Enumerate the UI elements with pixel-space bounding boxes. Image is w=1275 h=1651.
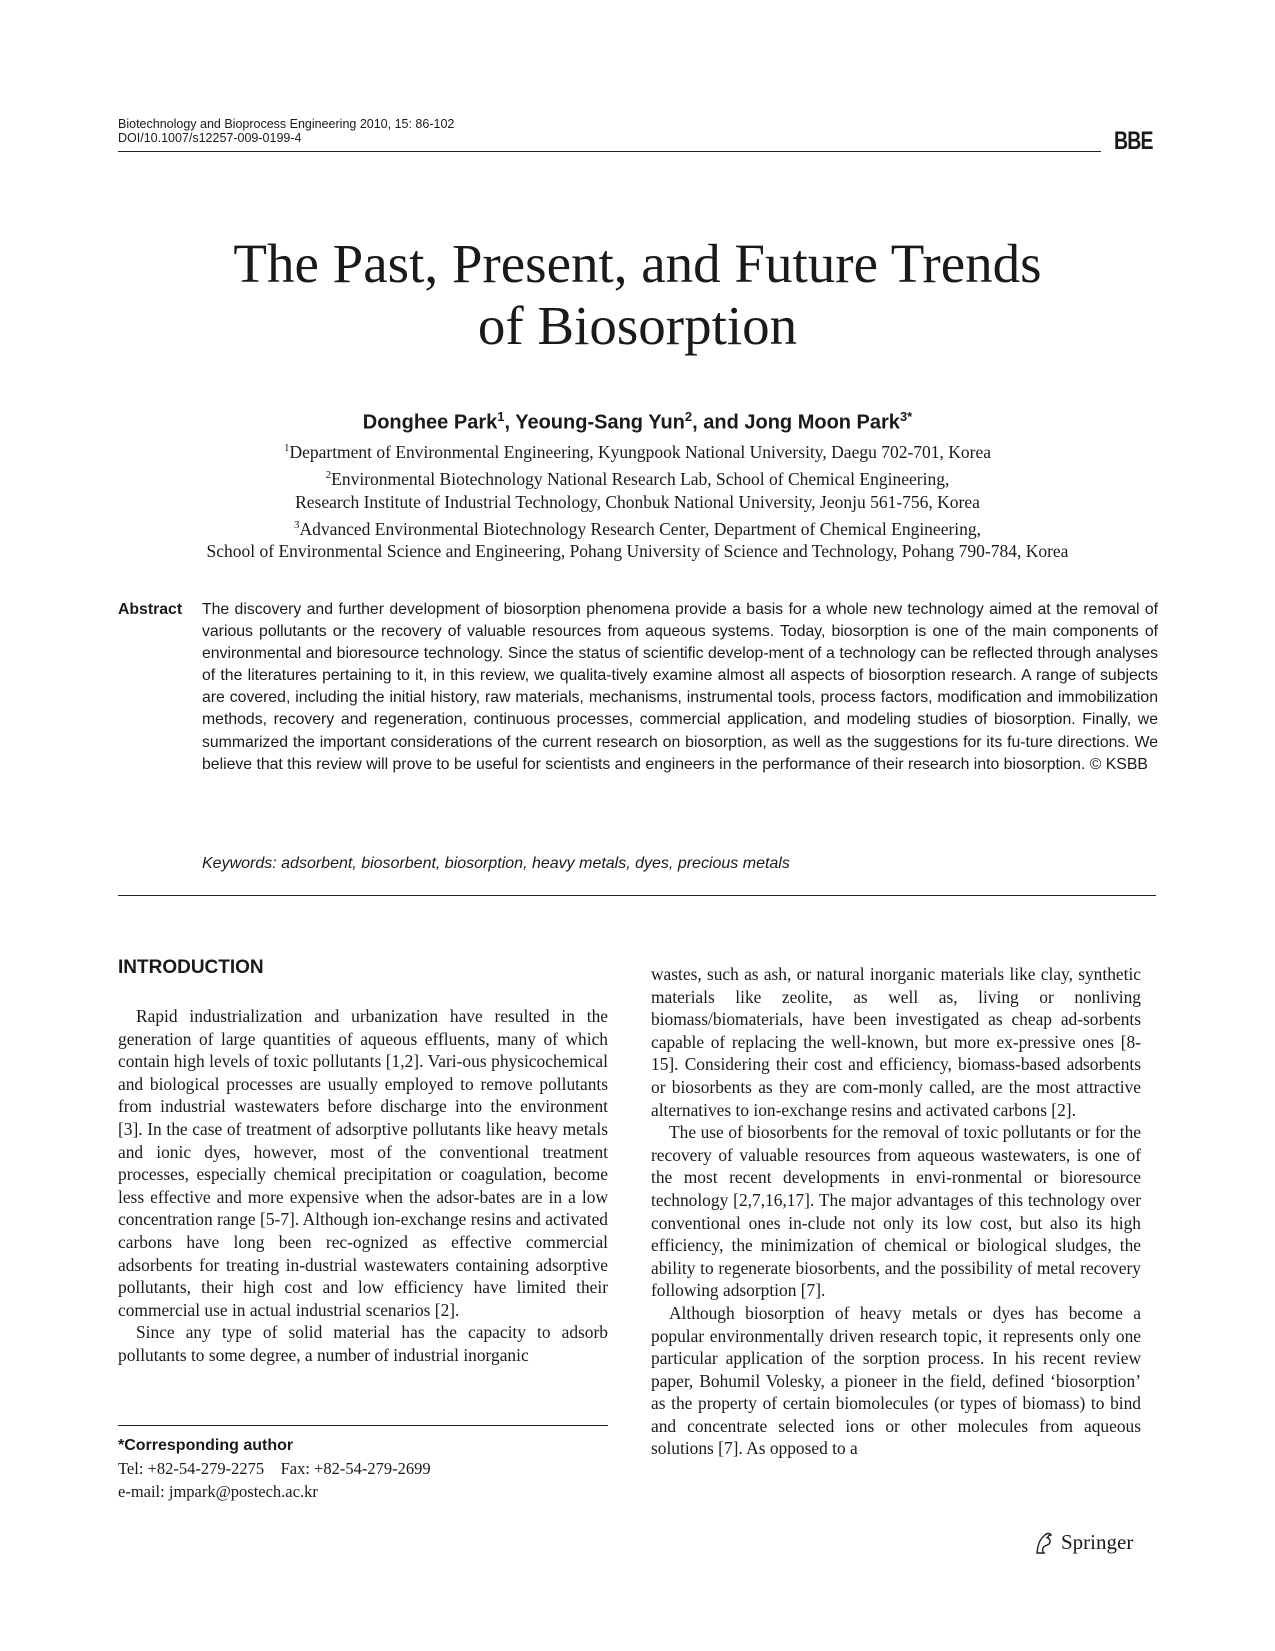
paragraph: wastes, such as ash, or natural inorganic materials like clay, synthetic materials like zeolite, as well as, living or nonliving biomass/biomaterials, have been investigated as cheap ad-sorbents capable of replacing the well-known, but more ex-pressive ones [8-15]. Considering their cost and efficiency, biomass-based adsorbents or biosorbents as they are com-monly called, are the most attractive alternatives to ion-exchange resins and activated carbons [2]. — [651, 964, 1141, 1120]
journal-logo: BBE — [1114, 127, 1153, 155]
title-line-1: The Past, Present, and Future Trends — [233, 233, 1042, 294]
footnote-rule — [118, 1425, 608, 1426]
affiliation-line: School of Environmental Science and Engineering, Pohang University of Science and Technology, Pohang 790-784, Korea — [206, 541, 1069, 562]
affiliations — [100, 437, 1175, 563]
publisher-name: Springer — [1061, 1530, 1134, 1554]
corresponding-phone: Tel: +82-54-279-2275 Fax: +82-54-279-2699 — [118, 1459, 431, 1478]
keywords: Keywords: adsorbent, biosorbent, biosorption, heavy metals, dyes, precious metals — [202, 855, 790, 872]
publisher-logo — [1033, 1530, 1133, 1555]
paragraph: Rapid industrialization and urbanization have resulted in the generation of large quantities of aqueous effluents, many of which contain high levels of toxic pollutants [1,2]. Vari-ous physicochemical and biological processes are usually employed to remove pollutants from industrial wastewaters before discharge into the environment [3]. In the case of treatment of adsorptive pollutants like heavy metals and ionic dyes, however, most of the conventional treatment processes, especially chemical precipitation or coagulation, become less effective and more expensive when the adsor-bates are in a low concentration range [5-7]. Although ion-exchange resins and activated carbons have long been rec-ognized as effective commercial adsorbents for treating in-dustrial wastewaters containing adsorptive pollutants, their high cost and low efficiency have limited their commercial use in actual industrial scenarios [2]. — [118, 1006, 608, 1320]
affiliation-line: $^2$Environmental Biotechnology National Research Lab, School of Chemical Engineering, — [325, 468, 950, 489]
abstract-label: Abstract — [118, 601, 183, 618]
author-list: Donghee Park$^1$, Yeoung-Sang Yun$^2$, and Jong Moon Park$^{3*}$ — [362, 409, 913, 434]
affiliation-line: Research Institute of Industrial Technology, Chonbuk National University, Jeonju 561-756, Korea — [295, 491, 980, 512]
author-1-affil: 1 — [497, 409, 505, 424]
running-header — [118, 117, 1153, 155]
corresponding-author — [118, 1434, 608, 1503]
paper-title — [100, 233, 1175, 357]
corresponding-author-title: *Corresponding author — [118, 1437, 294, 1454]
doi: DOI/10.1007/s12257-009-0199-4 — [118, 131, 302, 145]
affiliation-line: $^3$Advanced Environmental Biotechnology Research Center, Department of Chemical Engineering, — [293, 518, 982, 539]
corresponding-email: e-mail: jmpark@postech.ac.kr — [118, 1482, 318, 1501]
affiliation-line: $^1$Department of Environmental Engineering, Kyungpook National University, Daegu 702-701, Korea — [283, 441, 992, 462]
abstract-text: The discovery and further development of biosorption phenomena provide a basis for a whole new technology aimed at the removal of various pollutants or the recovery of valuable resources from aqueous systems. Today, biosorption is one of the main components of environmental and bioresource technology. Since the status of scientific develop-ment of a technology can be reflected through analyses of the literatures pertaining to it, in this review, we qualita-tively examine almost all aspects of biosorption research. A range of subjects are covered, including the initial history, raw materials, mechanisms, instrumental tools, process factors, modification and immobilization methods, recovery and regeneration, continuous processes, commercial application, and modeling studies of biosorption. Finally, we summarized the important considerations of the current research on biosorption, as well as the suggestions for its fu-ture directions. We believe that this review will prove to be useful for scientists and engineers in the performance of their research into biosorption. © KSBB — [202, 601, 1158, 773]
header-rule — [118, 151, 1101, 152]
left-column — [118, 1005, 608, 1367]
section-divider — [118, 895, 1156, 896]
springer-horse-icon — [1033, 1531, 1055, 1555]
section-heading-introduction: INTRODUCTION — [118, 957, 264, 978]
author-2: Yeoung-Sang Yun — [515, 411, 685, 434]
author-3: and Jong Moon Park — [703, 411, 900, 434]
right-column — [651, 963, 1141, 1460]
title-line-2: of Biosorption — [477, 295, 798, 356]
paragraph: Although biosorption of heavy metals or dyes has become a popular environmentally driven research topic, it represents only one particular application of the sorption process. In his recent review paper, Bohumil Volesky, a pioneer in the field, defined ‘biosorption’ as the property of certain biomolecules (or types of biomass) to bind and concentrate selected ions or other molecules from aqueous solutions [7]. As opposed to a — [651, 1302, 1141, 1459]
paragraph: The use of biosorbents for the removal of toxic pollutants or for the recovery of valuable resources from aqueous wastewaters, is one of the most recent developments in envi-ronmental or bioresource technology [2,7,16,17]. The major advantages of this technology over conventional ones in-clude not only its low cost, but also its high efficiency, the minimization of chemical or biological sludges, the ability to regenerate biosorbents, and the possibility of metal recovery following adsorption [7]. — [651, 1122, 1141, 1301]
author-1: Donghee Park — [362, 411, 498, 434]
abstract — [118, 599, 1158, 776]
author-3-affil: 3* — [899, 409, 913, 424]
author-2-affil: 2 — [684, 409, 693, 424]
paragraph: Since any type of solid material has the capacity to adsorb pollutants to some degree, a number of industrial inorganic — [118, 1322, 608, 1365]
journal-citation: Biotechnology and Bioprocess Engineering 2010, 15: 86-102 — [118, 117, 455, 131]
